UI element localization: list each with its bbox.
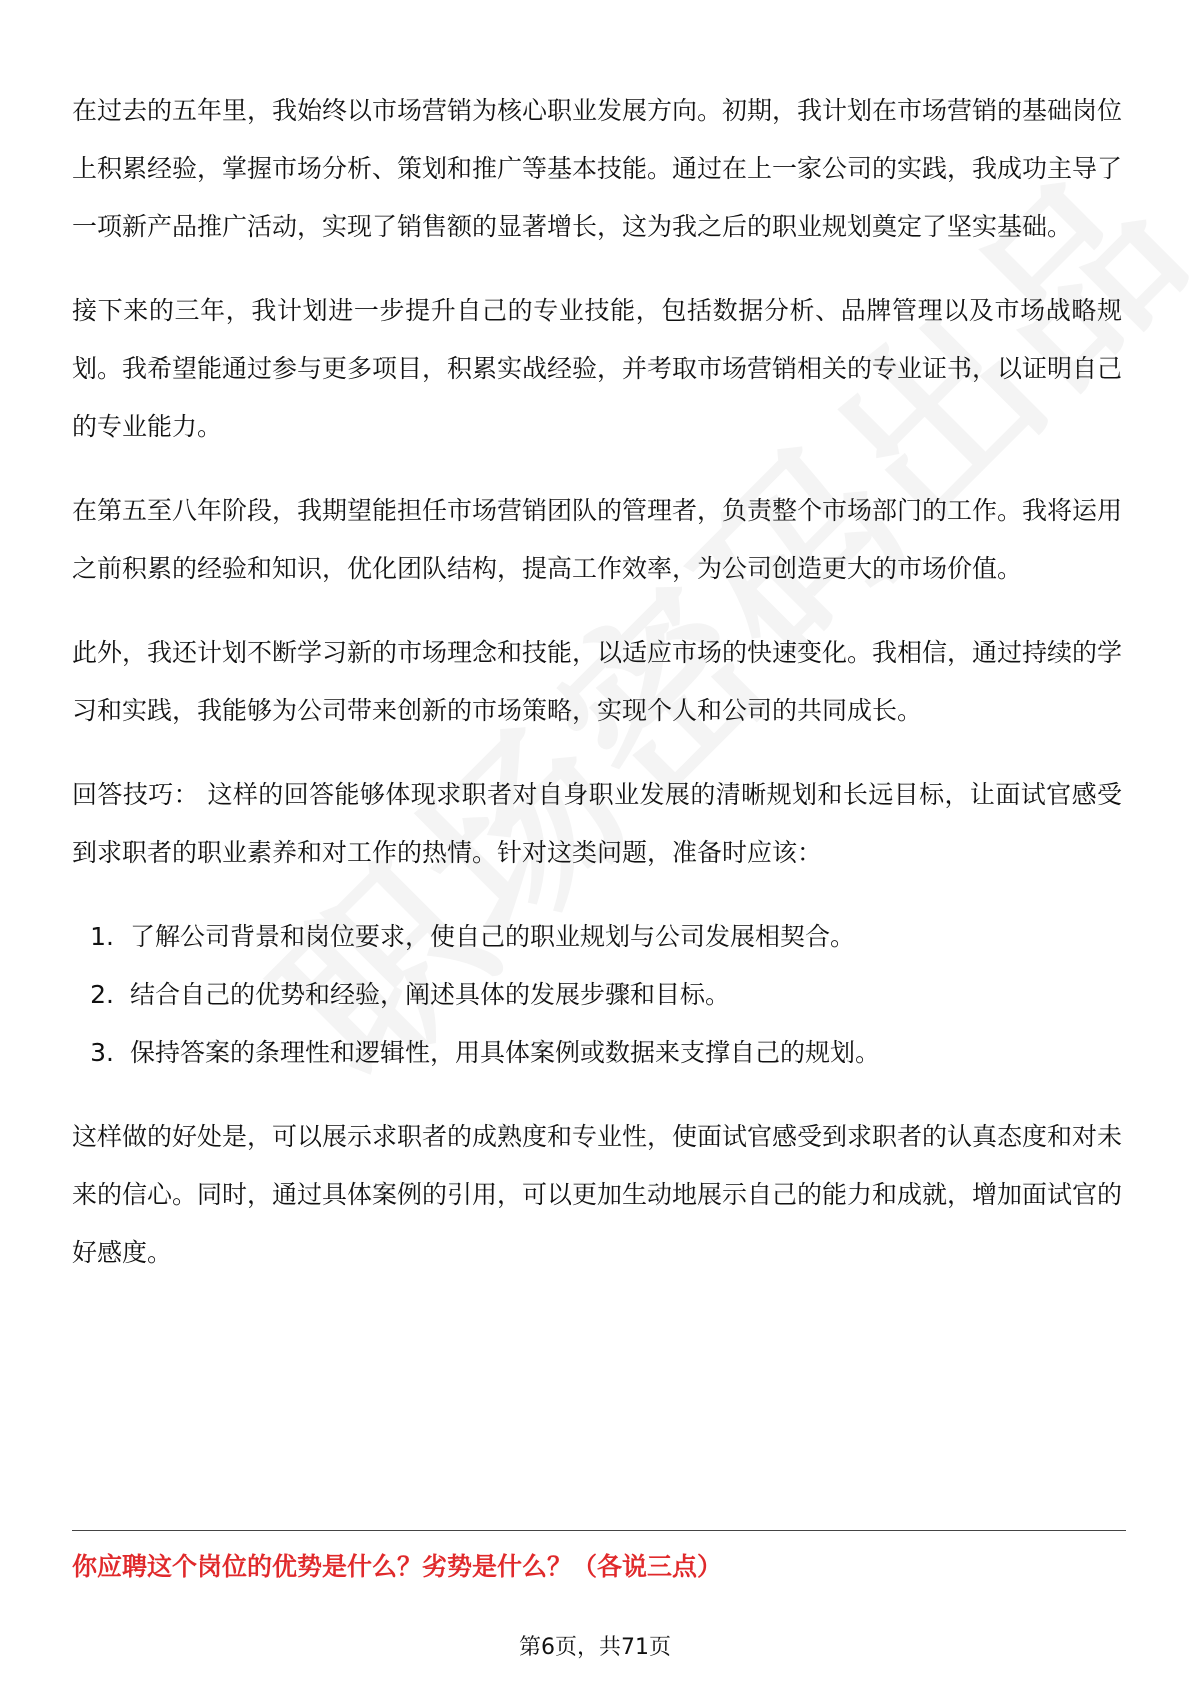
paragraph: 接下来的三年，我计划进一步提升自己的专业技能，包括数据分析、品牌管理以及市场战略规划。我希望能通过参与更多项目，积累实战经验，并考取市场营销相关的专业证书，以证明自己的专业能力。 xyxy=(72,296,1123,441)
next-question-heading: 你应聘这个岗位的优势是什么？劣势是什么？（各说三点） xyxy=(72,1552,723,1581)
answer-tips-paragraph: 回答技巧： 这样的回答能够体现求职者对自身职业发展的清晰规划和长远目标，让面试官感受到求职者的职业素养和对工作的热情。针对这类问题，准备时应该： xyxy=(72,780,1122,867)
page-footer: 第6页，共71页 xyxy=(519,1635,671,1660)
list-number: 1. xyxy=(90,922,114,951)
tips-list xyxy=(72,908,1122,1082)
list-item xyxy=(72,908,1122,966)
document-body xyxy=(72,82,1122,1308)
paragraph: 在过去的五年里，我始终以市场营销为核心职业发展方向。初期，我计划在市场营销的基础岗位上积累经验，掌握市场分析、策划和推广等基本技能。通过在上一家公司的实践，我成功主导了一项新产品推广活动，实现了销售额的显著增长，这为我之后的职业规划奠定了坚实基础。 xyxy=(72,96,1123,241)
paragraph: 在第五至八年阶段，我期望能担任市场营销团队的管理者，负责整个市场部门的工作。我将运用之前积累的经验和知识，优化团队结构，提高工作效率，为公司创造更大的市场价值。 xyxy=(72,496,1123,583)
paragraph: 此外，我还计划不断学习新的市场理念和技能，以适应市场的快速变化。我相信，通过持续的学习和实践，我能够为公司带来创新的市场策略，实现个人和公司的共同成长。 xyxy=(72,638,1123,725)
list-text: 结合自己的优势和经验，阐述具体的发展步骤和目标。 xyxy=(130,980,731,1009)
closing-paragraph: 这样做的好处是，可以展示求职者的成熟度和专业性，使面试官感受到求职者的认真态度和对未来的信心。同时，通过具体案例的引用，可以更加生动地展示自己的能力和成就，增加面试官的好感度。 xyxy=(72,1122,1123,1267)
list-number: 3. xyxy=(90,1038,114,1067)
list-item xyxy=(72,966,1122,1024)
list-text: 了解公司背景和岗位要求，使自己的职业规划与公司发展相契合。 xyxy=(130,922,856,951)
section-divider xyxy=(72,1530,1126,1531)
list-number: 2. xyxy=(90,980,114,1009)
list-text: 保持答案的条理性和逻辑性，用具体案例或数据来支撑自己的规划。 xyxy=(130,1038,881,1067)
list-item xyxy=(72,1024,1122,1082)
